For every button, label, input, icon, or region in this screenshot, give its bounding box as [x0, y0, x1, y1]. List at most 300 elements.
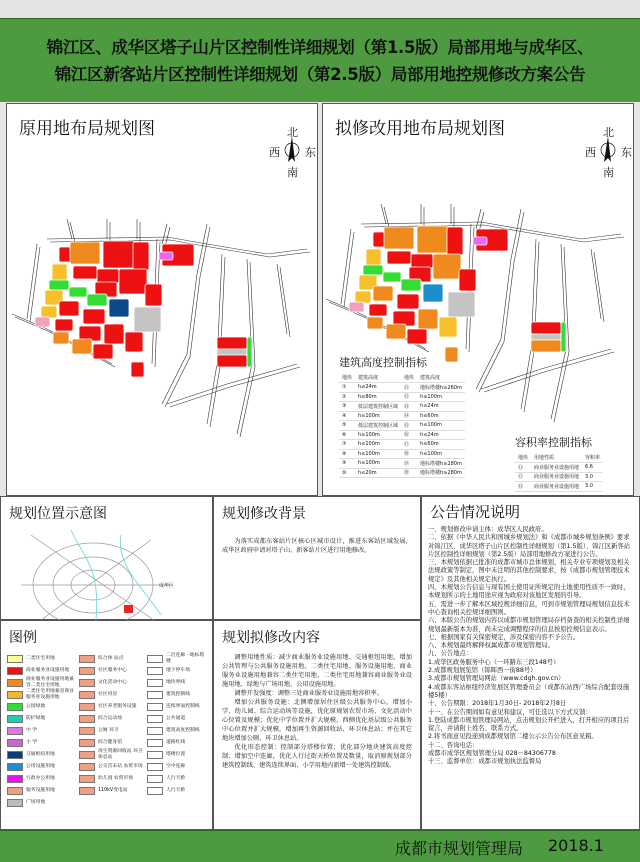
table-cell: 6.6 [582, 463, 603, 473]
legend-label: 二类住宅用地 [26, 655, 55, 661]
legend-item [147, 653, 205, 664]
land-parcel [473, 237, 487, 245]
land-parcel [134, 307, 161, 332]
legend-swatch-icon [7, 655, 23, 663]
land-parcel [97, 269, 119, 283]
legend-swatch-icon [147, 667, 163, 675]
legend-label: 行政办公用地 [26, 775, 55, 781]
land-parcel [104, 324, 124, 344]
legend-swatch-icon [7, 703, 23, 711]
land-parcel [145, 284, 162, 306]
legend-swatch-icon [79, 691, 95, 699]
south-label: 南 [287, 166, 298, 179]
header-cell: 地块 [515, 453, 531, 463]
legend-item [7, 653, 77, 664]
notice-line: 2.成都规划展览馆（锦晖西一街88号） [428, 667, 537, 675]
table-cell: h≤100m [355, 411, 401, 421]
legend-label: 地块界线 [166, 679, 186, 685]
land-parcel [367, 317, 383, 329]
legend-swatch-icon [79, 655, 95, 663]
table-cell: ⑬ [401, 402, 417, 412]
legend-swatch-icon [147, 787, 163, 795]
table-cell: 地标塔楼h≥260m [417, 383, 465, 393]
table-header [339, 373, 465, 383]
table-row [339, 430, 465, 440]
land-parcel [369, 304, 387, 316]
legend-column [147, 653, 205, 809]
land-parcel [561, 322, 566, 352]
land-parcel [386, 324, 406, 339]
land-parcel [69, 287, 87, 297]
legend-label: 二类住宅用地兼容商业服务业设施用地 [26, 689, 74, 700]
header-cell: 容积率 [582, 453, 603, 463]
height-control-table [339, 354, 465, 478]
table-cell: h≤60m [417, 440, 465, 450]
table-cell: ⑭ [401, 411, 417, 421]
land-parcel [53, 332, 69, 344]
east-label: 东 [305, 146, 316, 159]
table-cell: 地标塔楼h≥280m [417, 468, 465, 478]
background-panel [213, 496, 421, 620]
background-title: 规划修改背景 [222, 506, 306, 522]
legend-swatch-icon [7, 715, 23, 723]
table-cell: ⑪ [401, 383, 417, 393]
header-banner [0, 18, 640, 102]
legend-label: 中 学 [26, 727, 38, 733]
footer-date: 2018.1 [548, 836, 604, 855]
land-parcel [417, 226, 449, 253]
notice-line: 九、公告地点： [428, 650, 473, 658]
legend-swatch-icon [79, 727, 95, 735]
land-parcel [217, 349, 247, 355]
legend-swatch-icon [147, 655, 163, 663]
legend-item [147, 761, 205, 772]
table-cell: ① [339, 383, 355, 393]
table-cell: h≤60m [417, 411, 465, 421]
table-row [339, 402, 465, 412]
table-cell: 3.0 [582, 472, 603, 482]
legend-swatch-icon [79, 703, 95, 711]
land-parcel [119, 269, 147, 294]
table-cell: 低层建筑控制区域 [355, 421, 401, 431]
legend-item [79, 749, 145, 760]
legend-label: 地下停车场 [166, 667, 190, 673]
content-panel [213, 620, 421, 830]
legend-item [147, 689, 205, 700]
legend-label: 综合体 站点 [98, 655, 124, 661]
legend-item [147, 677, 205, 688]
table-cell: ⑫ [515, 472, 531, 482]
legend-swatch-icon [79, 787, 95, 795]
west-label: 西 [269, 146, 280, 159]
far-table-title: 容积率控制指标 [515, 436, 592, 449]
legend-label: 建筑控制线 [166, 691, 190, 697]
header-cell: 地块 [339, 373, 355, 383]
land-parcel [217, 337, 247, 349]
table-cell: h≤100m [417, 421, 465, 431]
table-row [339, 468, 465, 478]
revised-map-title: 拟修改用地布局规划图 [335, 119, 505, 139]
north-label: 北 [287, 126, 298, 139]
legend-label: 社区养老服务设施 [98, 703, 137, 709]
table-cell: ⑲ [401, 459, 417, 469]
compass-needle-icon [604, 136, 611, 162]
legend-label: 综合运动场 [98, 715, 122, 721]
land-parcel [531, 340, 561, 352]
land-parcel [366, 249, 381, 267]
south-label: 南 [603, 166, 614, 179]
notice-line: 十二、咨询电话： [428, 741, 479, 749]
table-cell: h≤100m [417, 392, 465, 402]
legend-label: 公厕 环卫 [98, 727, 119, 733]
far-control-table [515, 434, 603, 492]
land-parcel [448, 292, 475, 317]
legend-item [79, 713, 145, 724]
land-parcel [411, 254, 433, 268]
land-parcel [433, 254, 461, 279]
legend-swatch-icon [147, 775, 163, 783]
land-parcel [73, 266, 97, 279]
notice-line: 三、本规划依据已批准的成都市城市总体规划，相关专业专项规划及相关法规政策等制定，图中未注明的其他控制要求，按《成都市规划管理技术规定》及其他相关规定执行。 [428, 559, 630, 583]
table-cell: ② [339, 392, 355, 402]
legend-label: 公交首末站 农贸市场 [98, 763, 143, 769]
legend-label: 社区服务中心 [98, 667, 127, 673]
legend-item [79, 689, 145, 700]
legend-swatch-icon [79, 763, 95, 771]
legend-swatch-icon [7, 763, 23, 771]
land-parcel [363, 265, 383, 275]
table-row [515, 463, 603, 473]
legend-label: 公园绿地 [26, 703, 46, 709]
legend-label: 商业服务业设施用地 [26, 667, 70, 673]
land-parcel [401, 279, 421, 291]
legend-swatch-icon [147, 715, 163, 723]
land-parcel [531, 334, 561, 340]
table-cell: 地标塔楼h≥280m [417, 459, 465, 469]
notice-line: 十、公告期限：2018年1月30日- 2018年2月8日 [428, 700, 567, 708]
legend-swatch-icon [147, 763, 163, 771]
legend-label: 广场用地 [26, 799, 46, 805]
original-map-panel [6, 103, 318, 496]
notice-line: 二、依据《中华人民共和国城乡规划法》和《成都市城乡规划条例》要求对锦江区、成华区塔子山片区控制性详细规划（第1.5版）、锦江区新客站片区控制性详细规划（第2.5版）局部用地修改方案进行公告。 [428, 534, 631, 558]
legend-swatch-icon [79, 739, 95, 747]
legend-swatch-icon [7, 691, 23, 699]
land-parcel [407, 329, 427, 344]
project-location-marker [124, 605, 133, 613]
land-parcel [159, 252, 173, 260]
legend-item [79, 773, 145, 784]
notice-line: 1.成华区政务服务中心（一环路东三段148号） [428, 658, 560, 666]
legend-swatch-icon [7, 775, 23, 783]
legend-swatch-icon [147, 691, 163, 699]
land-parcel [125, 332, 143, 352]
table-cell: 商业服务业设施用地 [531, 482, 582, 492]
table-cell: h≤100m [355, 459, 401, 469]
land-parcel [423, 284, 443, 302]
header-cell: 建筑高度 [417, 373, 465, 383]
land-parcel [103, 241, 135, 268]
legend-item [7, 677, 77, 688]
legend-item [79, 677, 145, 688]
land-parcel [72, 339, 92, 354]
legend-swatch-icon [7, 739, 23, 747]
notice-line: 1.登陆成都市规划管理局网站，点击规划公开栏进入，打开相应的项目后留言，并请附上姓名、联系方式。 [428, 716, 630, 733]
compass-needle-icon [288, 136, 295, 162]
legend-item [79, 785, 145, 796]
land-parcel [35, 317, 50, 327]
table-cell: 商业服务业设施用地 [531, 463, 582, 473]
header-cell: 地块 [401, 373, 417, 383]
legend-item [7, 797, 77, 808]
legend-item [7, 749, 77, 760]
table-cell: ⑨ [339, 459, 355, 469]
land-parcel [384, 227, 414, 249]
table-cell: ⑦ [339, 440, 355, 450]
title-line-2: 锦江区新客站片区控制性详细规划（第2.5版）局部用地控规修改方案公告 [54, 64, 586, 84]
legend-item [7, 773, 77, 784]
legend-item [79, 653, 145, 664]
table-cell: h≤24m [417, 430, 465, 440]
header-cell: 用地性质 [531, 453, 582, 463]
table-cell: h≤100m [355, 449, 401, 459]
table-row [339, 421, 465, 431]
legend-label: 人行天桥 [166, 787, 186, 793]
legend-item [7, 725, 77, 736]
table-cell: h≤100m [355, 430, 401, 440]
table-cell: ⑧ [339, 449, 355, 459]
background-text: 为落实成都东客站片区核心区城市设计，推进东客站区域发展，成华区政府申请对塔子山、新客站片区进行用地修改。 [222, 538, 412, 554]
height-table-title: 建筑高度控制指标 [339, 356, 427, 369]
land-parcel [418, 309, 438, 329]
land-parcel [459, 269, 476, 291]
legend-swatch-icon [7, 679, 23, 687]
legend-label: 空中连廊 [166, 763, 186, 769]
legend-item [147, 701, 205, 712]
legend-label: 服务设施用地 [26, 787, 55, 793]
legend-label: 建筑高度控制线 [166, 727, 200, 733]
table-cell: ④ [339, 411, 355, 421]
legend-swatch-icon [79, 667, 95, 675]
legend-column [79, 653, 145, 809]
table-cell: h≤24m [355, 383, 401, 393]
table-cell: 3.0 [582, 482, 603, 492]
legend-item [79, 725, 145, 736]
legend-swatch-icon [79, 775, 95, 783]
top-strip [0, 0, 640, 18]
notice-line: 成都市成华区规划管理分局 028－84306778 [428, 750, 556, 758]
table-row [339, 392, 465, 402]
legend-item [79, 701, 145, 712]
table-cell: ⑯ [401, 430, 417, 440]
legend-item [79, 737, 145, 748]
notice-line: 五、需进一步了解本区域控规详细信息，可到市规划管理局规划信息技术中心查询相关控规详细图则。 [428, 600, 630, 616]
table-header [515, 453, 603, 463]
legend-swatch-icon [79, 715, 95, 723]
legend-column [7, 653, 77, 809]
notice-line: 一、规划修改申请主体：成华区人民政府。 [428, 526, 548, 533]
legend-label: 塔楼位置 [166, 751, 186, 757]
legend-label: 综合健身馆 [98, 739, 122, 745]
land-parcel [217, 355, 247, 367]
notice-line: 4.成都东客站枢纽经济发展区管理委员会（成都东站西广场综合配套设施楼5楼） [428, 683, 630, 699]
legend-label: 公用设施用地 [26, 763, 55, 769]
legend-swatch-icon [7, 751, 23, 759]
district-label: 成华区 [159, 583, 175, 589]
table-row [339, 411, 465, 421]
legend-label: 小 学 [26, 739, 38, 745]
location-map [1, 525, 214, 620]
legend-swatch-icon [147, 703, 163, 711]
land-parcel [373, 286, 393, 301]
table-cell: ⑳ [401, 468, 417, 478]
legend-title: 图例 [9, 630, 37, 646]
notice-line: 2.将书面意见投递到成都规划馆二楼公示公告公布区意见箱。 [428, 733, 598, 741]
land-parcel [439, 317, 457, 337]
table-row [339, 449, 465, 459]
legend-label: 防护绿地 [26, 715, 46, 721]
legend-item [147, 785, 205, 796]
north-label: 北 [603, 126, 614, 139]
table-row [339, 440, 465, 450]
notice-panel [421, 496, 640, 830]
land-parcel [349, 302, 364, 312]
table-cell: ⑱ [401, 449, 417, 459]
land-parcel [52, 264, 67, 282]
table-cell: h≤80m [355, 392, 401, 402]
land-parcel [355, 291, 371, 303]
table-cell: ⑥ [339, 430, 355, 440]
land-parcel [87, 294, 107, 306]
legend-panel [0, 620, 213, 830]
table-cell: ⑮ [401, 421, 417, 431]
content-paragraph: 增加公共服务设施：北侧增加居住区级公共服务中心，增加小学、幼儿园、综合运动场等设施，优化原规划农贸市场、文化活动中心位置及规模；优化中学位置并扩大规模，西侧优化基层级公共服务中心位置并扩大规模，增加再生资源回收站、环卫休息站；并在其它地块增加公厕、环卫休息站。 [222, 699, 412, 742]
footer-org: 成都市规划管理局 [395, 839, 524, 858]
land-parcel [109, 299, 129, 317]
land-parcel [83, 309, 105, 324]
legend-swatch-icon [79, 679, 95, 687]
table-cell: ⑬ [515, 482, 531, 492]
west-label: 西 [585, 146, 596, 159]
legend-item [147, 725, 205, 736]
legend-label: 公共通道 [166, 715, 186, 721]
table-cell: 低层建筑控制区域 [355, 402, 401, 412]
content-paragraph: 优化形态控制：控制部分塔楼位置；优化部分地块建筑高度控制；增加空中连廊，优化人行过街天桥位置及数量，取消原规划部分建筑控制线、建筑连续界面，小学用地内新增一处建筑控制线。 [222, 744, 412, 769]
legend-label: 连续界面控制线 [166, 703, 200, 709]
legend-label: 再生资源回收站 环卫休息站 [98, 749, 143, 760]
land-parcel [131, 362, 144, 377]
content-title: 规划拟修改内容 [222, 630, 320, 646]
content-paragraph: 调整开发强度：调整三处商业服务业设施用地容积率。 [234, 690, 383, 697]
land-parcel [55, 319, 73, 331]
original-land-use-map [7, 104, 319, 497]
table-row [515, 472, 603, 482]
legend-label: 交通枢纽用地 [26, 751, 55, 757]
legend-item [7, 761, 77, 772]
land-parcel [41, 306, 57, 318]
content-paragraph: 调整用地性质：减少商业服务业设施用地、交通枢纽用地，增加公共管理与公共服务设施用地、二类住宅用地、服务设施用地、商业服务业设施用地兼容二类住宅用地、二类住宅用地兼容商业服务业设施用地、绿地与广场用地、公用设施用地。 [222, 654, 412, 688]
legend-swatch-icon [147, 751, 163, 759]
table-cell: h≤24m [417, 402, 465, 412]
header-cell: 建筑高度 [355, 373, 401, 383]
legend-item [147, 749, 205, 760]
table-cell: 商业服务业设施用地 [531, 472, 582, 482]
land-parcel [59, 301, 79, 316]
original-map-title: 原用地布局规划图 [19, 119, 155, 139]
legend-item [147, 737, 205, 748]
land-parcel [70, 242, 100, 264]
notice-line: 六、本版公告的规划内容以成都市规划管理局存档备查的相关控制性详细规划最新版本为准，尚未完成调整程序的信息按原控规信息表示。 [428, 617, 630, 633]
legend-item [7, 785, 77, 796]
notice-line: 七、根据国家有关保密规定，涉及保密内容不予公告。 [428, 633, 580, 641]
legend-label: 社区用房 [98, 691, 118, 697]
notice-line: 四、本规划公告信息与现有国土使用证所规定的土地使用性质不一致时，本规划所示的土地用途应视为政府对该地区发展的引导。 [428, 584, 630, 600]
legend-swatch-icon [7, 787, 23, 795]
land-parcel [387, 251, 411, 264]
land-parcel [531, 322, 561, 334]
title-line-1: 锦江区、成华区塔子山片区控制性详细规划（第1.5版）局部用地与成华区、 [46, 37, 594, 57]
table-cell: ⑩ [339, 468, 355, 478]
notice-line: 十一、在公告期间如有意见和建议，可任选以下方式反馈： [428, 708, 592, 716]
legend-label: 人行天桥 [166, 775, 186, 781]
table-cell: h≤100m [417, 449, 465, 459]
land-parcel [383, 272, 401, 282]
legend-item [147, 665, 205, 676]
notice-line: 3.成都市规划管理局网站（www.cdgh.gov.cn） [428, 675, 565, 683]
legend-label: 二层连廊 · 地标塔楼 [166, 653, 205, 664]
location-panel [0, 496, 213, 620]
notice-title: 公告情况说明 [430, 503, 521, 521]
table-cell: h≤20m [355, 468, 401, 478]
table-row [339, 459, 465, 469]
land-parcel [49, 280, 69, 290]
table-cell: ⑪ [515, 463, 531, 473]
notice-line: 八、本规划最终解释权属成都市规划管理局。 [428, 642, 554, 650]
notice-line: 十三、监督单位：成都市规划执法监督局 [428, 758, 542, 766]
table-cell: ⑤ [339, 421, 355, 431]
east-label: 东 [621, 146, 632, 159]
legend-label: 110kV变电站 [98, 787, 128, 793]
legend-item [147, 713, 205, 724]
legend-item [147, 773, 205, 784]
table-cell: ⑫ [401, 392, 417, 402]
legend-item [7, 665, 77, 676]
legend-label: 道路红线 [166, 739, 186, 745]
table-cell: h≤100m [355, 440, 401, 450]
legend-item [7, 737, 77, 748]
footer-banner [0, 830, 640, 862]
legend-label: 幼儿园 农贸市场 [98, 775, 134, 781]
legend-swatch-icon [7, 799, 23, 807]
legend-swatch-icon [147, 679, 163, 687]
table-cell: ⑰ [401, 440, 417, 450]
land-parcel [397, 294, 419, 309]
legend-swatch-icon [79, 751, 95, 759]
land-parcel [447, 227, 463, 255]
legend-item [7, 689, 77, 700]
location-title: 规划位置示意图 [9, 506, 107, 522]
legend-label: 商业服务业设施用地兼容二类住宅用地 [26, 677, 74, 688]
legend-swatch-icon [7, 727, 23, 735]
table-cell: ③ [339, 402, 355, 412]
legend-swatch-icon [147, 739, 163, 747]
legend-item [79, 665, 145, 676]
legend-swatch-icon [7, 667, 23, 675]
land-parcel [93, 344, 113, 359]
legend-label: 文化活动中心 [98, 679, 127, 685]
land-parcel [133, 242, 149, 270]
legend-item [79, 761, 145, 772]
revised-map-panel [322, 103, 634, 496]
